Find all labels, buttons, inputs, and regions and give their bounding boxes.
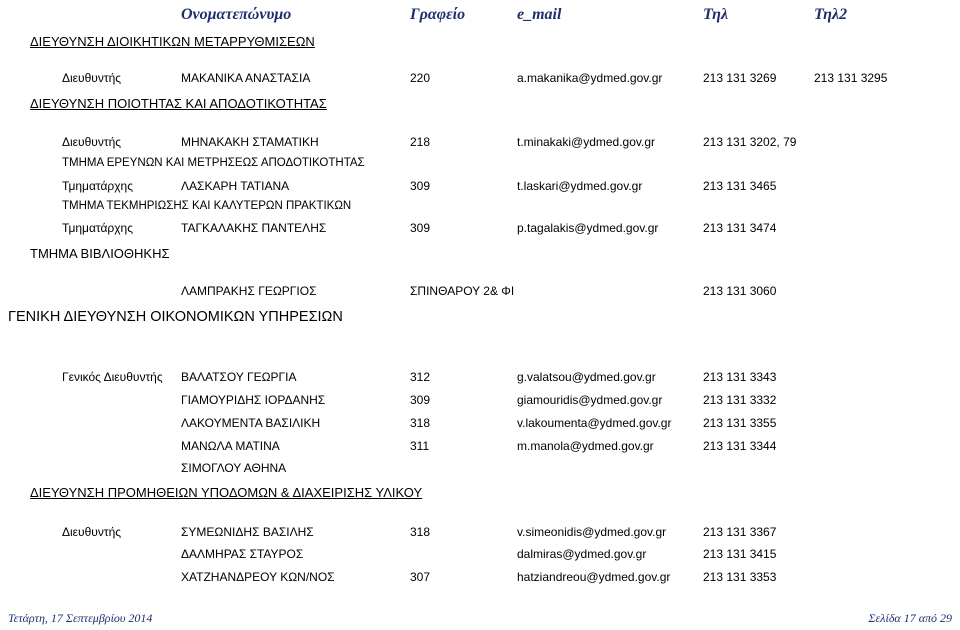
row-email: v.simeonidis@ydmed.gov.gr <box>517 525 667 539</box>
row-name: ΜΑΝΩΛΑ ΜΑΤΙΝΑ <box>181 439 280 453</box>
row-tel: 213 131 3355 <box>703 416 777 430</box>
row-name: ΛΑΜΠΡΑΚΗΣ ΓΕΩΡΓΙΟΣ <box>181 284 317 298</box>
header-name: Ονοματεπώνυμο <box>181 6 292 23</box>
row-tel: 213 131 3353 <box>703 570 777 584</box>
section-title: ΤΜΗΜΑ ΒΙΒΛΙΟΘΗΚΗΣ <box>30 246 170 261</box>
row-office: 220 <box>410 71 431 85</box>
row-email: v.lakoumenta@ydmed.gov.gr <box>517 416 672 430</box>
row-office: 307 <box>410 570 431 584</box>
row-email: t.laskari@ydmed.gov.gr <box>517 179 643 193</box>
row-name: ΤΑΓΚΑΛΑΚΗΣ ΠΑΝΤΕΛΗΣ <box>181 221 327 235</box>
row-email: p.tagalakis@ydmed.gov.gr <box>517 221 659 235</box>
row-name: ΜΑΚΑΝΙΚΑ ΑΝΑΣΤΑΣΙΑ <box>181 71 311 85</box>
row-name: ΔΑΛΜΗΡΑΣ ΣΤΑΥΡΟΣ <box>181 547 304 561</box>
section-title: ΔΙΕΥΘΥΝΣΗ ΠΡΟΜΗΘΕΙΩΝ ΥΠΟΔΟΜΩΝ & ΔΙΑΧΕΙΡΙΣΗΣ ΥΛΙΚΟΥ <box>30 485 423 500</box>
row-tel: 213 131 3343 <box>703 370 777 384</box>
row-tel: 213 131 3269 <box>703 71 777 85</box>
subsection-title: ΤΜΗΜΑ ΕΡΕΥΝΩΝ ΚΑΙ ΜΕΤΡΗΣΕΩΣ ΑΠΟΔΟΤΙΚΟΤΗΤΑΣ <box>62 157 365 169</box>
row-tel: 213 131 3474 <box>703 221 777 235</box>
row-name: ΓΙΑΜΟΥΡΙΔΗΣ ΙΟΡΔΑΝΗΣ <box>181 393 326 407</box>
footer-page-number: Σελίδα 17 από 29 <box>868 611 952 625</box>
row-role: Διευθυντής <box>62 71 122 85</box>
row-office: 309 <box>410 179 431 193</box>
row-tel: 213 131 3202, 79 <box>703 135 797 149</box>
row-name: ΛΑΚΟΥΜΕΝΤΑ ΒΑΣΙΛΙΚΗ <box>181 416 321 430</box>
row-office: 309 <box>410 221 431 235</box>
row-email: t.minakaki@ydmed.gov.gr <box>517 135 656 149</box>
row-tel: 213 131 3367 <box>703 525 777 539</box>
row-role: Διευθυντής <box>62 525 122 539</box>
row-office: 318 <box>410 416 431 430</box>
row-role: Γενικός Διευθυντής <box>62 370 163 384</box>
row-email: hatziandreou@ydmed.gov.gr <box>517 570 671 584</box>
row-name: ΒΑΛΑΤΣΟΥ ΓΕΩΡΓΙΑ <box>181 370 297 384</box>
row-email: giamouridis@ydmed.gov.gr <box>517 393 663 407</box>
row-office: 218 <box>410 135 431 149</box>
row-office: 318 <box>410 525 431 539</box>
row-role: Τμηματάρχης <box>62 179 133 193</box>
subsection-title: ΤΜΗΜΑ ΤΕΚΜΗΡΙΩΣΗΣ ΚΑΙ ΚΑΛΥΤΕΡΩΝ ΠΡΑΚΤΙΚΩΝ <box>62 200 352 212</box>
row-tel: 213 131 3415 <box>703 547 777 561</box>
row-name: ΜΗΝΑΚΑΚΗ ΣΤΑΜΑΤΙΚΗ <box>181 135 319 149</box>
row-name: ΣΥΜΕΩΝΙΔΗΣ ΒΑΣΙΛΗΣ <box>181 525 314 539</box>
row-office: 311 <box>410 439 430 453</box>
row-role: Τμηματάρχης <box>62 221 133 235</box>
row-tel: 213 131 3332 <box>703 393 777 407</box>
row-office: ΣΠΙΝΘΑΡΟΥ 2& ΦΙ <box>410 284 515 298</box>
section-title: ΓΕΝΙΚΗ ΔΙΕΥΘΥΝΣΗ ΟΙΚΟΝΟΜΙΚΩΝ ΥΠΗΡΕΣΙΩΝ <box>8 309 343 325</box>
row-tel: 213 131 3344 <box>703 439 777 453</box>
row-tel2: 213 131 3295 <box>814 71 888 85</box>
row-tel: 213 131 3060 <box>703 284 777 298</box>
row-name: ΣΙΜΟΓΛΟΥ ΑΘΗΝΑ <box>181 461 287 475</box>
row-email: dalmiras@ydmed.gov.gr <box>517 547 647 561</box>
row-role: Διευθυντής <box>62 135 122 149</box>
row-email: a.makanika@ydmed.gov.gr <box>517 71 663 85</box>
section-title: ΔΙΕΥΘΥΝΣΗ ΔΙΟΙΚΗΤΙΚΩΝ ΜΕΤΑΡΡΥΘΜΙΣΕΩΝ <box>30 34 315 49</box>
header-email: e_mail <box>517 6 562 23</box>
row-office: 312 <box>410 370 431 384</box>
row-name: ΧΑΤΖΗΑΝΔΡΕΟΥ ΚΩΝ/ΝΟΣ <box>181 570 335 584</box>
row-email: m.manola@ydmed.gov.gr <box>517 439 654 453</box>
header-tel2: Τηλ2 <box>814 6 848 23</box>
row-name: ΛΑΣΚΑΡΗ ΤΑΤΙΑΝΑ <box>181 179 290 193</box>
section-title: ΔΙΕΥΘΥΝΣΗ ΠΟΙΟΤΗΤΑΣ ΚΑΙ ΑΠΟΔΟΤΙΚΟΤΗΤΑΣ <box>30 96 327 111</box>
header-tel: Τηλ <box>703 6 729 23</box>
header-office: Γραφείο <box>410 6 466 23</box>
row-office: 309 <box>410 393 431 407</box>
row-email: g.valatsou@ydmed.gov.gr <box>517 370 656 384</box>
row-tel: 213 131 3465 <box>703 179 777 193</box>
footer-date: Τετάρτη, 17 Σεπτεμβρίου 2014 <box>8 611 153 625</box>
